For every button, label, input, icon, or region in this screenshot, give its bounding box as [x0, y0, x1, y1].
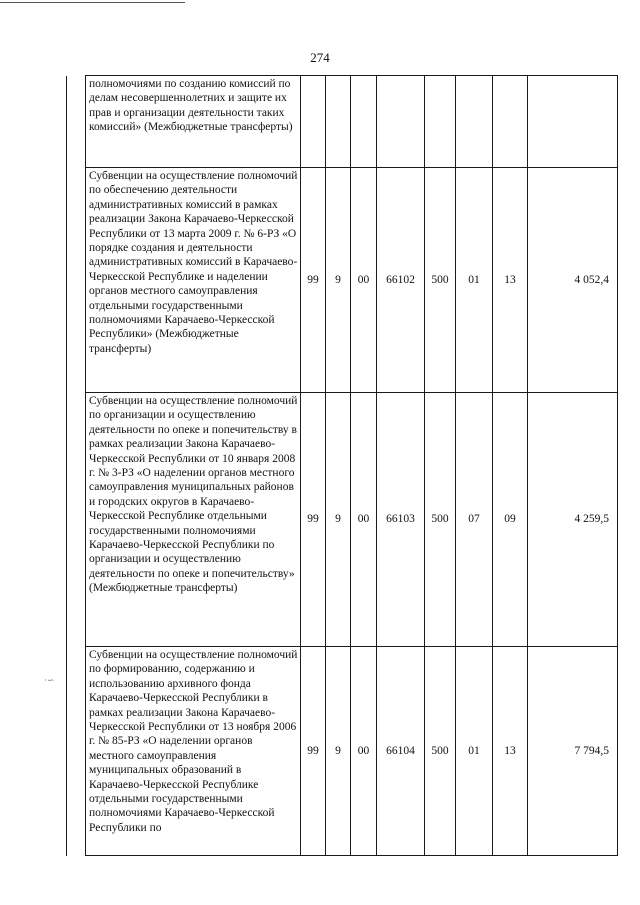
- code-cell: 13: [493, 647, 528, 856]
- budget-table: [66, 75, 618, 856]
- amount-cell: 4 259,5: [528, 393, 618, 647]
- code-cell: 9: [326, 393, 351, 647]
- code-cell: 09: [493, 393, 528, 647]
- table-row: [67, 76, 618, 168]
- code-cell: 66103: [377, 393, 425, 647]
- row-name: Субвенции на осуществление полномочий по обеспечению деятельности административных комиссий в рамках реализации Закона Карачаево-Черкесской Республики от 13 марта 2009 г. № 6-РЗ «О порядке создания и деятельности административных комиссий в Карачаево-Черкесской Республике и наделении органов местного самоуправления отдельными государственными полномочиями Карачаево-Черкесской Республики» (Межбюджетные трансферты): [86, 168, 301, 393]
- code-cell: [456, 76, 493, 168]
- left-blank-cell: [67, 647, 86, 856]
- code-cell: 500: [425, 647, 456, 856]
- code-cell: 13: [493, 168, 528, 393]
- code-cell: 00: [351, 647, 377, 856]
- left-blank-cell: [67, 393, 86, 647]
- amount-cell: 7 794,5: [528, 647, 618, 856]
- row-name: Субвенции на осуществление полномочий по организации и осуществлению деятельности по опеке и попечительству в рамках реализации Закона Карачаево-Черкесской Республики от 10 января 2008 г. № 3-РЗ «О наделении органов местного самоуправления муниципальных районов и городских округов в Карачаево-Черкесской Республике отдельными государственными полномочиями Карачаево-Черкесской Республики по организации и осуществлению деятельности по опеке и попечительству» (Межбюджетные трансферты): [86, 393, 301, 647]
- code-cell: 00: [351, 168, 377, 393]
- code-cell: 66102: [377, 168, 425, 393]
- left-blank-cell: [67, 168, 86, 393]
- row-name: полномочиями по созданию комиссий по делам несовершеннолетних и защите их прав и организации деятельности таких комиссий» (Межбюджетные трансферты): [86, 76, 301, 168]
- amount-cell: [528, 76, 618, 168]
- table-row: [67, 168, 618, 393]
- table-row: [67, 393, 618, 647]
- code-cell: [425, 76, 456, 168]
- amount-cell: 4 052,4: [528, 168, 618, 393]
- code-cell: [493, 76, 528, 168]
- code-cell: 9: [326, 168, 351, 393]
- table-row: [67, 647, 618, 856]
- top-rule: [0, 2, 185, 3]
- code-cell: 99: [301, 393, 326, 647]
- code-cell: [351, 76, 377, 168]
- code-cell: 00: [351, 393, 377, 647]
- code-cell: [326, 76, 351, 168]
- row-name: Субвенции на осуществление полномочий по формированию, содержанию и использованию архивного фонда Карачаево-Черкесской Республики в рамках реализации Закона Карачаево-Черкесской Республики от 13 ноября 2006 г. № 85-РЗ «О наделении органов местного самоуправления муниципальных образований в Карачаево-Черкесской Республике отдельными государственными полномочиями Карачаево-Черкесской Республики по: [86, 647, 301, 856]
- code-cell: 66104: [377, 647, 425, 856]
- code-cell: 07: [456, 393, 493, 647]
- code-cell: 01: [456, 168, 493, 393]
- code-cell: 99: [301, 168, 326, 393]
- code-cell: 99: [301, 647, 326, 856]
- code-cell: 500: [425, 393, 456, 647]
- scan-mark: ·∽: [44, 675, 55, 685]
- code-cell: 01: [456, 647, 493, 856]
- code-cell: 9: [326, 647, 351, 856]
- code-cell: [377, 76, 425, 168]
- left-blank-cell: [67, 76, 86, 168]
- code-cell: 500: [425, 168, 456, 393]
- page-number: 274: [310, 50, 330, 65]
- code-cell: [301, 76, 326, 168]
